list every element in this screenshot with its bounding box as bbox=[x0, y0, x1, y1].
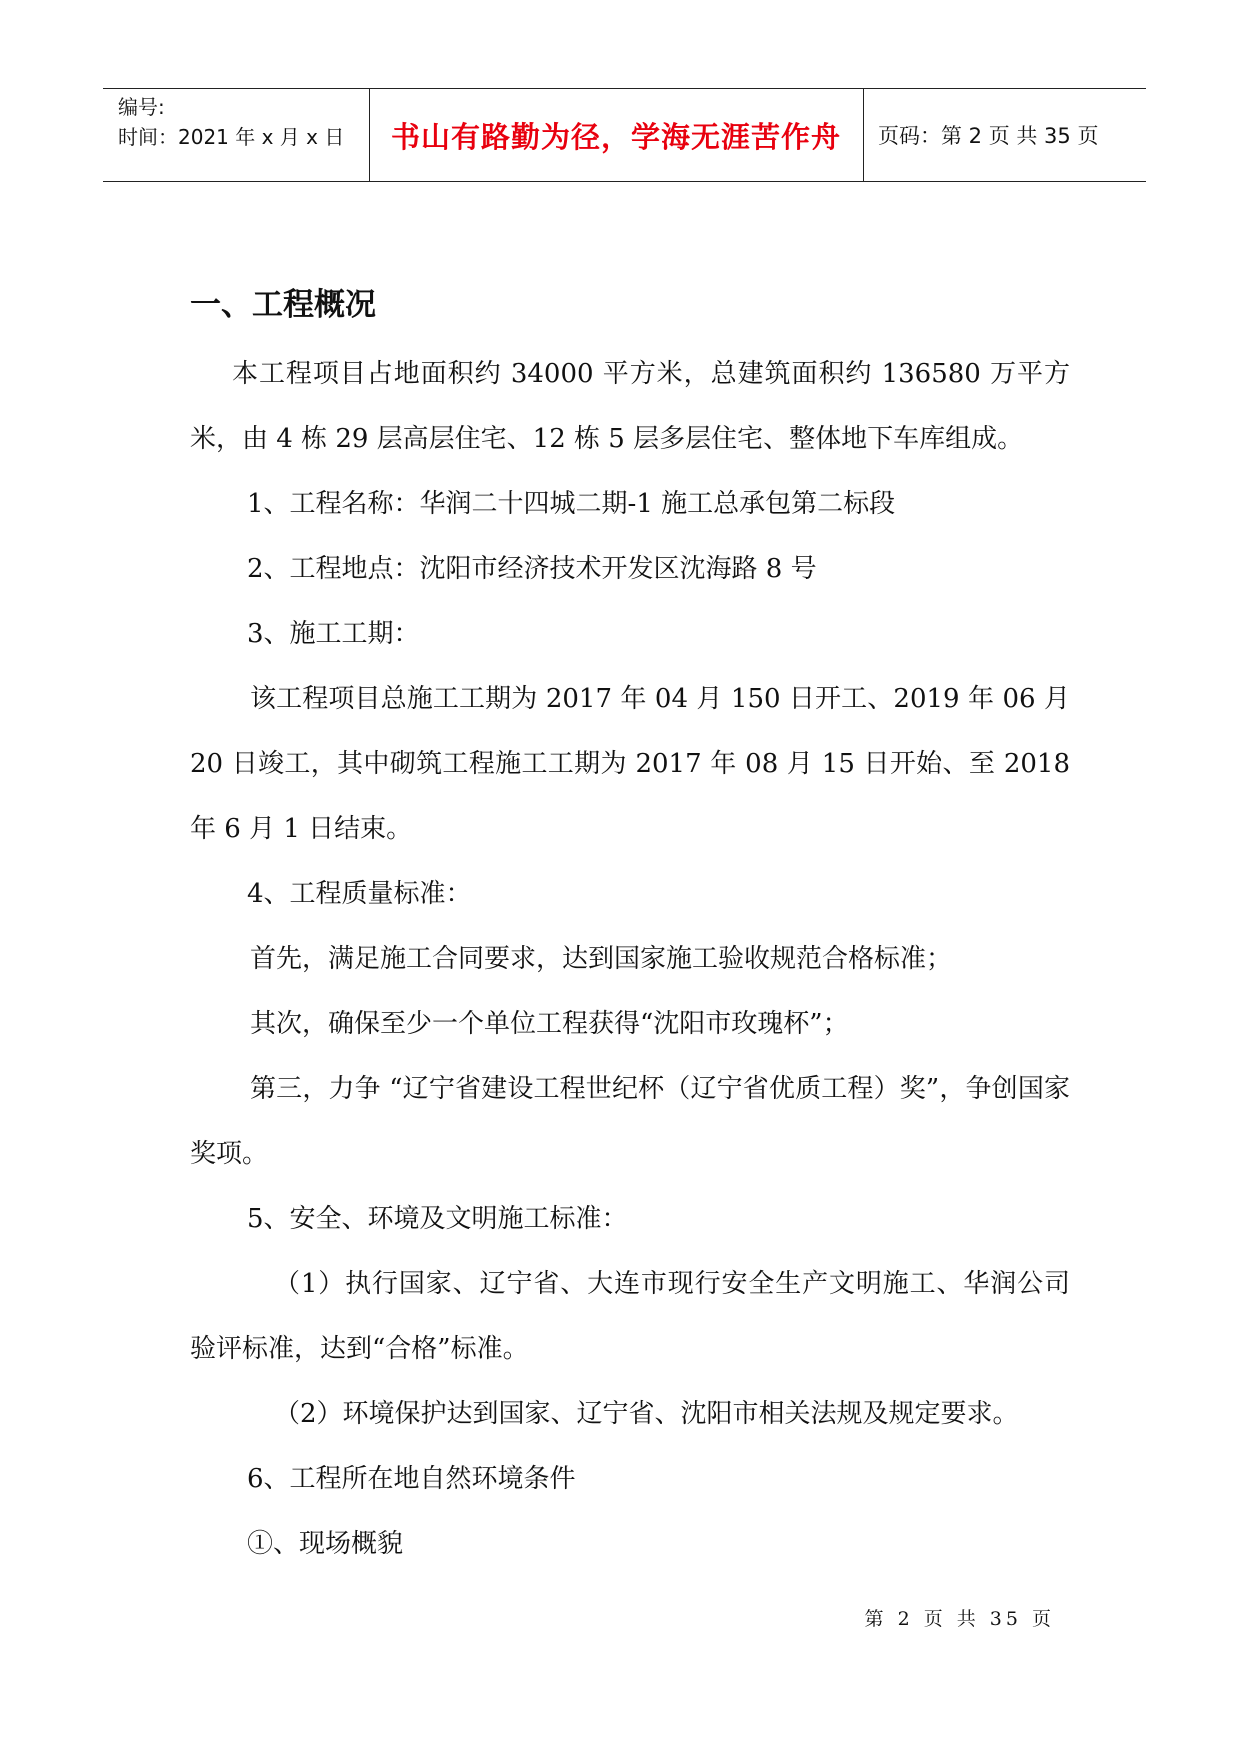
quality-item-second: 其次，确保至少一个单位工程获得“沈阳市玫瑰杯”； bbox=[250, 1009, 849, 1039]
page-footer: 第 2 页 共 35 页 bbox=[864, 1608, 1055, 1630]
document-header bbox=[103, 88, 1146, 182]
safety-item-1: （1）执行国家、辽宁省、大连市现行安全生产文明施工、华润公司验评标准，达到“合格”标准。 bbox=[190, 1269, 1070, 1364]
document-body bbox=[190, 285, 1070, 1577]
quality-standard-heading: 4、工程质量标准： bbox=[247, 879, 472, 909]
environment-heading: 6、工程所在地自然环境条件 bbox=[247, 1464, 576, 1494]
quality-item-third: 第三，力争 “辽宁省建设工程世纪杯（辽宁省优质工程）奖”，争创国家奖项。 bbox=[190, 1074, 1070, 1169]
site-overview-heading: ①、现场概貌 bbox=[247, 1529, 404, 1559]
header-page-info: 页码：第 2 页 共 35 页 bbox=[878, 124, 1099, 148]
construction-period-heading: 3、施工工期： bbox=[247, 619, 420, 649]
safety-standard-heading: 5、安全、环境及文明施工标准： bbox=[247, 1204, 628, 1234]
header-divider bbox=[369, 89, 370, 181]
overview-paragraph: 本工程项目占地面积约 34000 平方米，总建筑面积约 136580 万平方米，由 4 栋 29 层高层住宅、12 栋 5 层多层住宅、整体地下车库组成。 bbox=[190, 359, 1070, 454]
header-meta bbox=[118, 92, 344, 152]
header-divider bbox=[863, 89, 864, 181]
time-label: 时间：2021 年 x 月 x 日 bbox=[118, 125, 345, 149]
project-location: 2、工程地点：沈阳市经济技术开发区沈海路 8 号 bbox=[247, 554, 817, 584]
section-title: 一、工程概况 bbox=[190, 287, 376, 323]
quality-item-first: 首先，满足施工合同要求，达到国家施工验收规范合格标准； bbox=[250, 944, 953, 974]
serial-number-label: 编号: bbox=[118, 95, 165, 119]
construction-period-paragraph: 该工程项目总施工工期为 2017 年 04 月 150 日开工、2019 年 06 月 20 日竣工，其中砌筑工程施工工期为 2017 年 08 月 15 日开始、至 2018 年 6 月 1 日结束。 bbox=[190, 684, 1070, 844]
project-name: 1、工程名称：华润二十四城二期-1 施工总承包第二标段 bbox=[247, 489, 896, 519]
header-motto: 书山有路勤为径，学海无涯苦作舟 bbox=[390, 119, 841, 154]
safety-item-2: （2）环境保护达到国家、辽宁省、沈阳市相关法规及规定要求。 bbox=[274, 1399, 1019, 1429]
